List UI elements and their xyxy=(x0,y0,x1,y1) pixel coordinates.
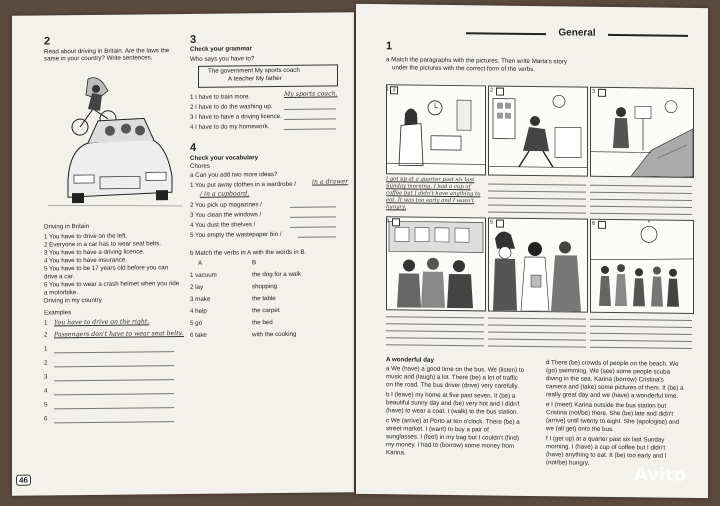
example-1-number: 1 xyxy=(44,319,48,327)
vocab-part-a: a Can you add two more ideas? xyxy=(190,171,278,179)
answer-line[interactable] xyxy=(284,108,336,110)
story-line: eat. It was too early and I wasn't xyxy=(386,197,474,205)
blank-number: 4 xyxy=(44,387,48,395)
match-verb: 1 vacuum xyxy=(190,271,217,279)
story-line-blank[interactable] xyxy=(488,211,586,213)
rule-item: 4 You have to have insurance. xyxy=(44,256,127,265)
rule-item: 1 You have to drive on the left. xyxy=(44,232,128,241)
answer-line[interactable] xyxy=(54,393,174,395)
paragraph-line: (have) anything to eat. It (be) too early and I xyxy=(546,451,667,460)
rule-item: 6 You have to wear a crash helmet when you ride xyxy=(44,280,180,289)
picture-3 xyxy=(590,87,694,178)
column-a-header: A xyxy=(198,259,203,267)
match-verb: 2 lay xyxy=(190,283,204,291)
page-number: 46 xyxy=(16,475,31,486)
story-line: Sunday morning. I had a cup of xyxy=(386,183,471,191)
story-line-blank[interactable] xyxy=(590,192,692,194)
story-line-blank[interactable] xyxy=(590,199,692,201)
story-line-blank[interactable] xyxy=(488,324,586,326)
rule-item: 2 Everyone in a car has to wear seat belts. xyxy=(44,240,161,249)
rule-item: 5 You have to be 17 years old before you can xyxy=(44,264,169,273)
paragraph-line: (have) to wear a coat. I (walk) to the bus station. xyxy=(386,407,519,416)
paragraph-line: my money. I had to (borrow) some money from xyxy=(386,441,515,450)
picture-number: 5 xyxy=(490,219,494,226)
paragraph-line: (go) swimming. We (see) some people scuba xyxy=(546,367,671,376)
grammar-item: 3 I have to have a driving licence. xyxy=(190,112,282,121)
section-title: General xyxy=(558,27,596,39)
story-line-blank[interactable] xyxy=(590,213,692,215)
story-line-blank[interactable] xyxy=(488,345,586,347)
story-line: hungry. xyxy=(386,204,407,211)
answer-line[interactable] xyxy=(54,351,174,353)
check-grammar-title: Check your grammar xyxy=(190,45,252,53)
paragraph-line: camera and (take) some pictures of them. It (be) a xyxy=(546,383,684,392)
exercise-3-number: 3 xyxy=(190,33,197,46)
picture-number: 3 xyxy=(592,88,596,95)
story-line-blank[interactable] xyxy=(488,190,586,192)
section-header xyxy=(466,27,688,42)
match-verb: 4 help xyxy=(190,307,207,315)
match-verb: 5 go xyxy=(190,319,203,327)
paragraph-line: a We (have) a good time on the bus. We (listen) to xyxy=(386,365,525,374)
rule-item: 3 You have to have a driving licence. xyxy=(44,248,145,257)
blank-number: 3 xyxy=(44,373,48,381)
picture-2 xyxy=(488,85,588,176)
picture-number: 1 xyxy=(386,86,390,93)
answer-line[interactable] xyxy=(54,365,174,367)
story-line-blank[interactable] xyxy=(386,344,484,346)
paragraph-line: b I (leave) my home at five past seven. It (be) a xyxy=(386,391,516,400)
answer-line[interactable] xyxy=(290,226,336,227)
match-word: with the cooking xyxy=(252,330,297,339)
paragraph-line: music and (laugh) a lot. There (be) a lot of traffic xyxy=(386,373,518,382)
story-line-blank[interactable] xyxy=(386,337,484,339)
match-verb: 3 make xyxy=(190,295,211,303)
picture-4-answer-box[interactable] xyxy=(392,218,400,226)
exercise-2-intro-line1: Read about driving in Britain. Are the laws the xyxy=(44,47,170,56)
story-line-blank[interactable] xyxy=(590,319,692,321)
left-page xyxy=(12,12,354,496)
match-verb: 6 take xyxy=(190,331,207,339)
picture-4 xyxy=(386,216,486,311)
vocab-item: 5 You empty the wastepaper bin / xyxy=(190,230,282,239)
blank-number: 1 xyxy=(44,345,48,353)
exercise-2-intro-line2: same in your country? Write sentences. xyxy=(44,54,153,63)
story-line-blank[interactable] xyxy=(386,323,484,325)
story-line: coffee but I didn't have anything to xyxy=(386,190,481,198)
grammar-item: 2 I have to do the washing up. xyxy=(190,103,273,111)
vocab-item: 2 You pick up magazines / xyxy=(190,201,262,209)
grammar-item: 4 I have to do my homework. xyxy=(190,123,270,131)
examples-label: Examples xyxy=(44,309,72,317)
grammar-answer-1: My sports coach. xyxy=(284,90,338,98)
vocab-answer-1b: / in a cupboard. xyxy=(200,190,250,198)
column-b-header: B xyxy=(252,259,257,267)
answer-line[interactable] xyxy=(284,128,336,130)
rule-item: drive a car. xyxy=(44,273,75,281)
story-line-blank[interactable] xyxy=(488,197,586,199)
wonderful-day-title: A wonderful day xyxy=(386,356,434,364)
paragraph-line: we (all get) onto the bus. xyxy=(546,425,614,433)
answer-line[interactable] xyxy=(54,421,174,423)
vocab-part-b: b Match the verbs in A with the words in B. xyxy=(190,248,307,257)
picture-3-answer-box[interactable] xyxy=(598,89,606,97)
story-line: I got up at a quarter past six last xyxy=(386,176,475,184)
paragraph-line: f I (get up) at a quarter past six last Sunday xyxy=(546,435,665,444)
picture-number: 4 xyxy=(386,218,390,225)
exercise-1-instruction-line2: under the pictures with the correct form of the verbs. xyxy=(392,64,536,74)
picture-1-answer-box[interactable] xyxy=(390,86,398,94)
exercise-2-number: 2 xyxy=(44,35,51,48)
chores-subtitle: Chores xyxy=(190,162,210,170)
match-word: the dog for a walk xyxy=(252,270,301,279)
story-line-blank[interactable] xyxy=(590,340,692,342)
exercise-1-number: 1 xyxy=(386,40,393,53)
paragraph-line: Cristina (not/be) there. She (be) late and didn't xyxy=(546,409,674,418)
grammar-item: 1 I have to train more. xyxy=(190,93,251,101)
paragraph-line: e I (meet) Karina outside the bus station but xyxy=(546,401,667,410)
paragraph-line: street market. I (want) to buy a pair of xyxy=(386,425,489,434)
picture-6-answer-box[interactable] xyxy=(598,221,606,229)
options-line2: A teacher My father xyxy=(228,74,282,83)
paragraph-line: diving in the sea. Karina (borrow) Cristina's xyxy=(546,375,664,384)
picture-1-answer: d xyxy=(392,87,396,94)
story-line-blank[interactable] xyxy=(488,204,586,206)
paragraph-line: d There (be) crowds of people on the beach. We xyxy=(546,359,679,368)
picture-6 xyxy=(590,219,694,314)
driving-in-britain-title: Driving in Britain xyxy=(44,222,90,231)
options-line1: The government My sports coach xyxy=(208,66,300,75)
picture-1 xyxy=(386,84,486,175)
answer-line[interactable] xyxy=(290,216,336,217)
paragraph-line: morning. I (have) a cup of coffee but I didn't xyxy=(546,443,666,452)
paragraph-line: (arrive) until twenty to eight. She (apologise) and xyxy=(546,417,680,426)
picture-5-answer-box[interactable] xyxy=(496,220,504,228)
paragraph-line: sunglasses. I (feel) in my bag but I couldn't (find) xyxy=(386,433,519,442)
blank-number: 5 xyxy=(44,401,48,409)
answer-line[interactable] xyxy=(54,407,174,409)
match-word: the bed xyxy=(252,319,273,327)
example-1-answer: You have to drive on the right. xyxy=(54,318,150,327)
vocab-answer-1: in a drawer xyxy=(312,178,349,186)
story-line-blank[interactable] xyxy=(488,183,586,185)
picture-5 xyxy=(488,217,588,312)
story-line-blank[interactable] xyxy=(590,185,692,187)
vocab-item: 4 You dust the shelves / xyxy=(190,221,256,229)
who-says-subtitle: Who says you have to? xyxy=(190,55,255,63)
driving-in-my-country-title: Driving in my country xyxy=(44,296,102,305)
picture-2-answer-box[interactable] xyxy=(496,88,504,96)
story-line-blank[interactable] xyxy=(590,206,692,208)
answer-line[interactable] xyxy=(284,118,336,120)
paragraph-line: Karina. xyxy=(386,449,406,457)
story-line-blank[interactable] xyxy=(386,330,484,332)
exercise-1-instruction-line1: a Match the paragraphs with the pictures. Then write Marta's story xyxy=(386,56,567,66)
blank-number: 2 xyxy=(44,359,48,367)
paragraph-line: c We (arrive) at Porto at ten o'clock. There (be) a xyxy=(386,417,520,426)
story-line-blank[interactable] xyxy=(488,317,586,319)
paragraph-line: beautiful sunny day and (be) very hot and I didn't xyxy=(386,399,520,408)
car-illustration xyxy=(48,68,182,209)
match-word: the carpet xyxy=(252,306,280,315)
match-word: shopping xyxy=(252,283,278,291)
blank-number: 6 xyxy=(44,415,48,423)
story-line-blank[interactable] xyxy=(488,338,586,340)
paragraph-line: (not/be) hungry. xyxy=(546,459,590,467)
story-line-blank[interactable] xyxy=(386,316,484,318)
picture-number: 2 xyxy=(490,87,494,94)
right-page xyxy=(356,4,708,498)
picture-number: 6 xyxy=(592,220,596,227)
rule-item: a motorbike. xyxy=(44,289,79,297)
paragraph-line: really great day and we (have) a wonderful time. xyxy=(546,391,679,400)
answer-line[interactable] xyxy=(54,379,174,381)
avito-watermark: Avito xyxy=(633,464,686,486)
story-line-blank[interactable] xyxy=(488,331,586,333)
vocab-item: 3 You clean the windows / xyxy=(190,211,262,219)
story-line-blank[interactable] xyxy=(590,326,692,328)
story-line-blank[interactable] xyxy=(590,333,692,335)
check-vocabulary-title: Check your vocabulary xyxy=(190,154,259,162)
match-word: the table xyxy=(252,295,276,303)
exercise-4-number: 4 xyxy=(190,141,197,154)
answer-line[interactable] xyxy=(298,236,336,237)
vocab-item: 1 You put away clothes in a wardrobe / xyxy=(190,180,296,189)
answer-line[interactable] xyxy=(290,206,336,207)
paragraph-line: on the road. The bus driver (drive) very carefully. xyxy=(386,381,519,390)
example-2-answer: Passengers don't have to wear seat belts. xyxy=(54,329,184,339)
example-2-number: 2 xyxy=(44,331,48,339)
story-line-blank[interactable] xyxy=(590,347,692,349)
